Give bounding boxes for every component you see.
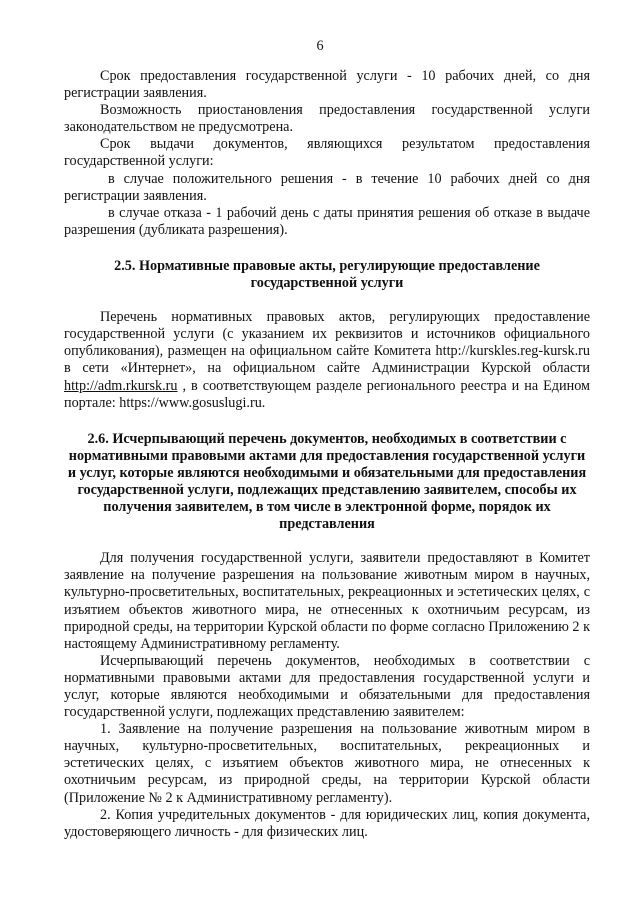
- paragraph-service-term: Срок предоставления государственной услуги - 10 рабочих дней, со дня регистрации заявления.: [64, 68, 590, 102]
- paragraph-issue-term: Срок выдачи документов, являющихся результатом предоставления государственной услуги:: [64, 136, 590, 170]
- page-number: 6: [316, 38, 324, 54]
- list-item-application: 1. Заявление на получение разрешения на пользование животным миром в научных, культурно-просветительных, воспитательных, рекреационных и эстетических целях, с изъятием объектов животного мира, не отнесенных к охотничьим ресурсам, из природной среды, на территории Курской области (Приложение № 2 к Административному регламенту).: [64, 721, 590, 806]
- page-content: [64, 68, 590, 841]
- section-heading-2-6: 2.6. Исчерпывающий перечень документов, необходимых в соответствии с нормативными правовыми актами для предоставления государственной услуги и услуг, которые являются необходимыми и обязательными для предоставления государственной услуги, подлежащих представлению заявителем, способы их получения заявителем, в том числе в электронной форме, порядок их представления: [67, 430, 587, 533]
- paragraph-documents-list: Исчерпывающий перечень документов, необходимых в соответствии с нормативными правовыми актами для предоставления государственной услуги и услуг, которые являются необходимыми и обязательными для предоставления государственной услуги, подлежащих представлению заявителем:: [64, 652, 590, 721]
- section-heading-2-5: 2.5. Нормативные правовые акты, регулирующие предоставление государственной услуги: [114, 257, 540, 292]
- paragraph-refusal: в случае отказа - 1 рабочий день с даты принятия решения об отказе в выдаче разрешения (дубликата разрешения).: [64, 204, 590, 238]
- paragraph-legal-acts: [64, 309, 590, 412]
- admin-site-link[interactable]: http://adm.rkursk.ru: [64, 377, 178, 394]
- legal-acts-text-end: , в соответствующем разделе регионального реестра и на Едином портале: https://www.gosuslugi.ru.: [64, 377, 590, 411]
- legal-acts-text: Перечень нормативных правовых актов, регулирующих предоставление государственной услуги (с указанием их реквизитов и источников официального опубликования), размещен на официальном сайте Комитета http://kurskles.reg-kursk.ru в сети «Интернет», на официальном сайте Администрации Курской области: [64, 309, 590, 377]
- paragraph-positive-decision: в случае положительного решения - в течение 10 рабочих дней со дня регистрации заявления.: [64, 170, 590, 204]
- paragraph-application: Для получения государственной услуги, заявители предоставляют в Комитет заявление на получение разрешения на пользование животным миром в научных, культурно-просветительных, воспитательных, рекреационных и эстетических целях, с изъятием объектов животного мира, не отнесенных к охотничьим ресурсам, из природной среды, на территории Курской области по форме согласно Приложению 2 к настоящему Административному регламенту.: [64, 550, 590, 652]
- list-item-copies: 2. Копия учредительных документов - для юридических лиц, копия документа, удостоверяющего личность - для физических лиц.: [64, 806, 590, 840]
- paragraph-suspension: Возможность приостановления предоставления государственной услуги законодательством не предусмотрена.: [64, 102, 590, 136]
